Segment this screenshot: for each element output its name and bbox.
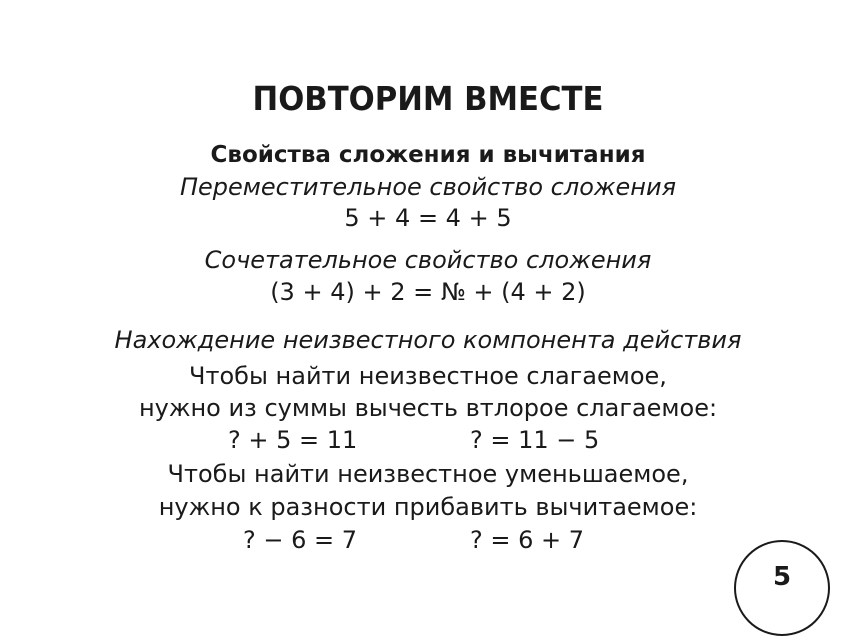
- commutative-property-name: Переместительное свойство сложения: [179, 173, 677, 201]
- page-number-circle: [734, 540, 830, 636]
- commutative-property-formula: 5 + 4 = 4 + 5: [344, 204, 512, 232]
- page-number: 5: [772, 562, 792, 592]
- section-heading-properties: Свойства сложения и вычитания: [210, 142, 646, 168]
- minuend-example-equation: ? − 6 = 7: [243, 526, 358, 554]
- minuend-rule-line1: Чтобы найти неизвестное уменьшаемое,: [167, 460, 689, 488]
- section-heading-unknown-component: Нахождение неизвестного компонента действия: [114, 326, 742, 354]
- minuend-example-solution: ? = 6 + 7: [470, 526, 585, 554]
- associative-property-formula: (3 + 4) + 2 = № + (4 + 2): [270, 278, 586, 306]
- addend-example-equation: ? + 5 = 11: [228, 426, 358, 454]
- addend-rule-line2: нужно из суммы вычесть втлорое слагаемое:: [138, 394, 718, 422]
- addend-rule-line1: Чтобы найти неизвестное слагаемое,: [189, 362, 667, 390]
- associative-property-name: Сочетательное свойство сложения: [204, 246, 652, 274]
- addend-example-solution: ? = 11 − 5: [470, 426, 600, 454]
- minuend-rule-line2: нужно к разности прибавить вычитаемое:: [158, 493, 698, 521]
- page-title: ПОВТОРИМ ВМЕСТЕ: [252, 79, 604, 118]
